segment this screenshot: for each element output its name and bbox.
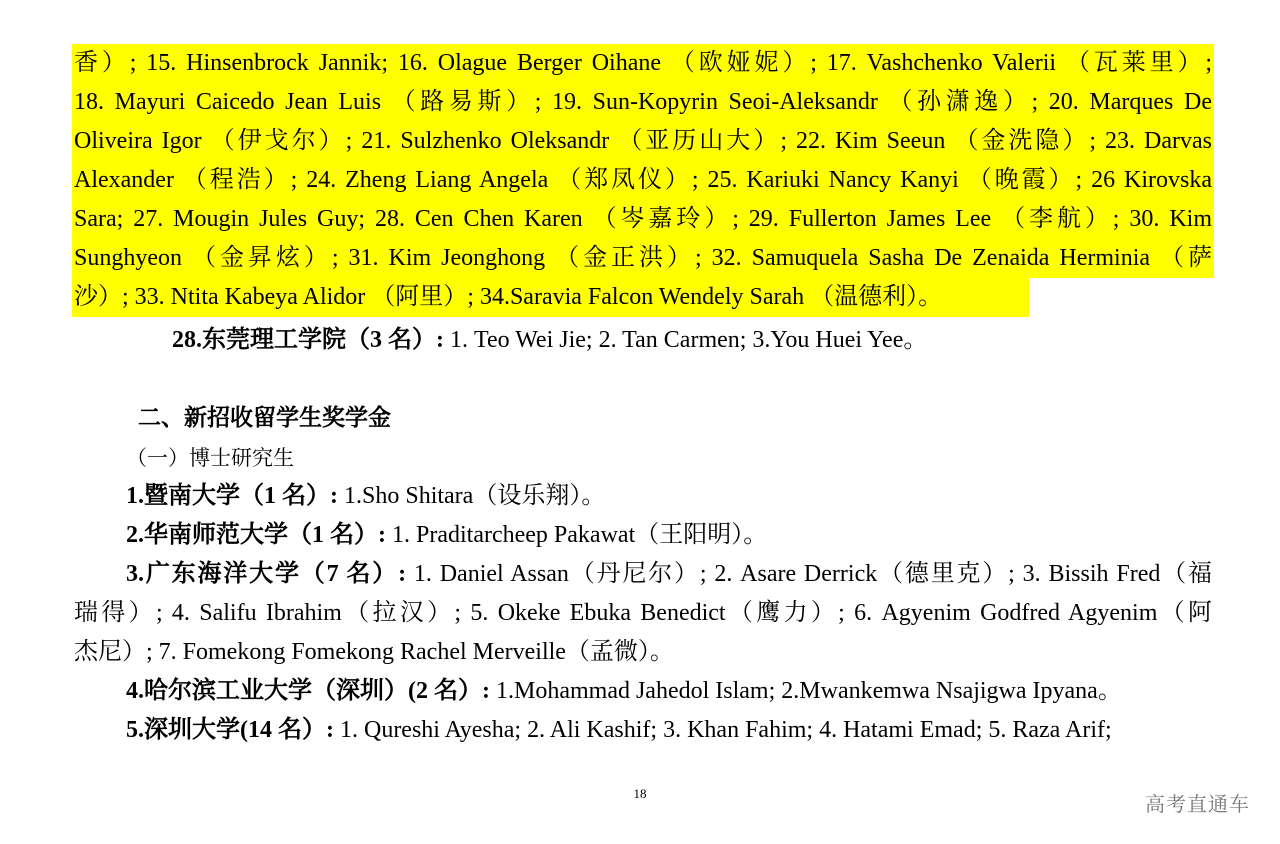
entry-text: 1.Sho Shitara（设乐翔）。 (338, 483, 606, 509)
subsection-heading: （一）博士研究生 (126, 446, 294, 470)
page-number: 18 (633, 786, 647, 801)
entry-label: 1.暨南大学（1 名）: (126, 483, 338, 509)
entry-text: 1. Praditarcheep Pakawat（王阳明）。 (386, 522, 768, 548)
entry-label: 5.深圳大学(14 名）: (126, 717, 334, 743)
entry-shenzhen-university (126, 712, 1112, 748)
entry-label: 3.广东海洋大学（7 名）: (126, 561, 407, 587)
entry-label: 28.东莞理工学院（3 名）: (172, 327, 444, 353)
highlighted-line: Sara; 27. Mougin Jules Guy; 28. Cen Chen Karen （岑嘉玲）; 29. Fullerton James Lee （李航）; 30. Kim (72, 200, 1214, 239)
watermark-text: 高考直通车 (1145, 792, 1250, 816)
entry-jinan-university (126, 478, 605, 514)
highlighted-line: Oliveira Igor （伊戈尔）; 21. Sulzhenko Oleksandr （亚历山大）; 22. Kim Seeun （金洗隐）; 23. Darvas (72, 122, 1214, 161)
highlighted-line: 沙）; 33. Ntita Kabeya Alidor （阿里）; 34.Saravia Falcon Wendely Sarah （温德利）。 (72, 278, 1029, 317)
entry-guangdong-ocean-university (126, 556, 1212, 592)
highlighted-line: 18. Mayuri Caicedo Jean Luis （路易斯）; 19. Sun-Kopyrin Seoi-Aleksandr （孙潇逸）; 20. Marques De (72, 83, 1214, 122)
highlighted-line: Sunghyeon （金昇炫）; 31. Kim Jeonghong （金正洪）; 32. Samuquela Sasha De Zenaida Herminia （萨 (72, 239, 1214, 278)
entry-text-continuation: 瑞得）; 4. Salifu Ibrahim（拉汉）; 5. Okeke Ebuka Benedict（鹰力）; 6. Agyenim Godfred Agyenim（阿 (74, 600, 1212, 626)
highlighted-line: 香）; 15. Hinsenbrock Jannik; 16. Olague Berger Oihane （欧娅妮）; 17. Vashchenko Valerii （瓦莱里）; (72, 44, 1214, 83)
highlighted-name-list (72, 44, 1214, 317)
entry-text-continuation: 杰尼）; 7. Fomekong Fomekong Rachel Merveille（孟微）。 (74, 639, 674, 665)
entry-text: 1. Daniel Assan（丹尼尔）; 2. Asare Derrick（德里克）; 3. Bissih Fred（福 (406, 561, 1212, 587)
entry-south-china-normal-university (126, 517, 767, 553)
entry-text: 1. Teo Wei Jie; 2. Tan Carmen; 3.You Huei Yee。 (444, 327, 928, 353)
entry-harbin-institute-technology-shenzhen (126, 673, 1122, 709)
entry-label: 4.哈尔滨工业大学（深圳）(2 名）: (126, 678, 490, 704)
entry-dongguan-university (172, 322, 927, 358)
entry-label: 2.华南师范大学（1 名）: (126, 522, 386, 548)
section-heading: 二、新招收留学生奖学金 (138, 405, 391, 431)
entry-text: 1.Mohammad Jahedol Islam; 2.Mwankemwa Nsajigwa Ipyana。 (489, 678, 1122, 704)
highlighted-line: Alexander （程浩）; 24. Zheng Liang Angela （郑凤仪）; 25. Kariuki Nancy Kanyi （晚霞）; 26 Kirovska (72, 161, 1214, 200)
entry-text: 1. Qureshi Ayesha; 2. Ali Kashif; 3. Khan Fahim; 4. Hatami Emad; 5. Raza Arif; (333, 717, 1112, 743)
